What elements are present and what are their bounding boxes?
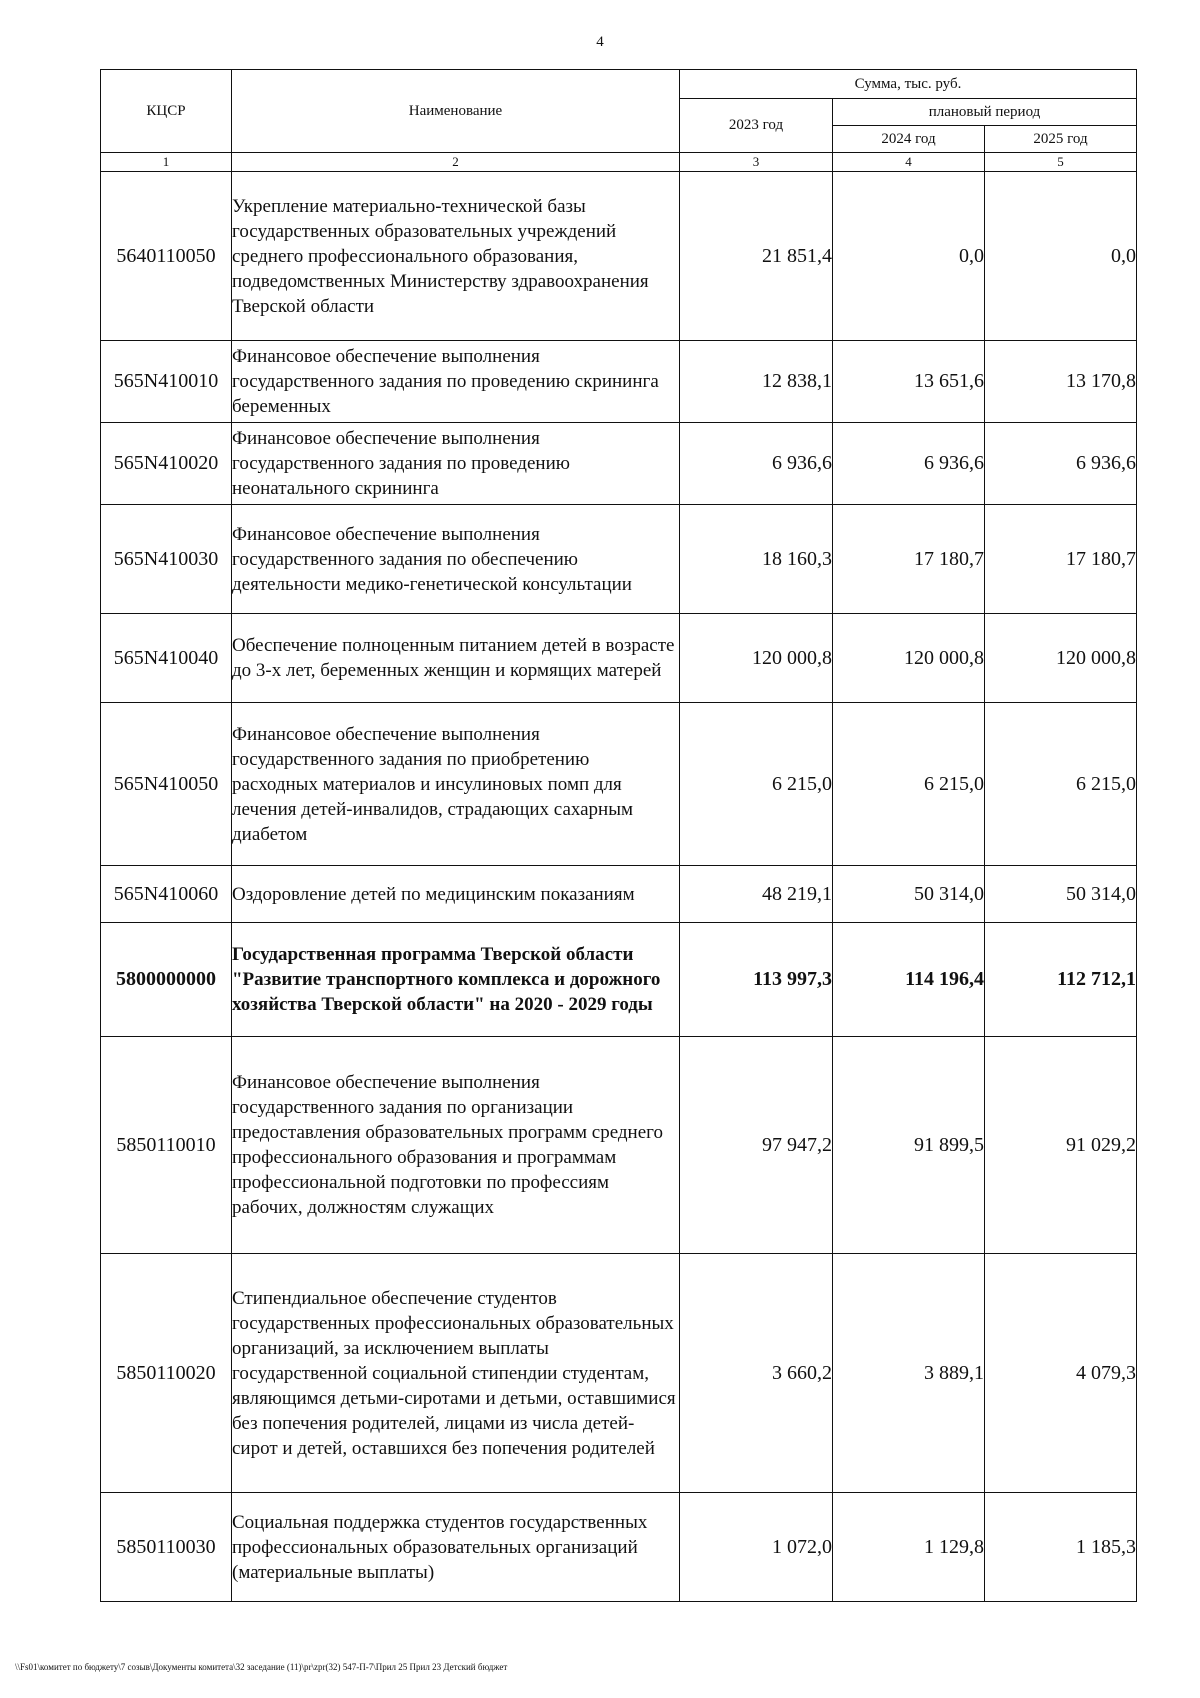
column-number: 3 — [680, 153, 833, 172]
row-value-2025: 112 712,1 — [985, 923, 1137, 1037]
row-value-2025: 120 000,8 — [985, 614, 1137, 703]
row-value-2024: 13 651,6 — [833, 341, 985, 423]
table-row — [101, 172, 1137, 341]
row-value-2024: 114 196,4 — [833, 923, 985, 1037]
header-year-2025: 2025 год — [985, 126, 1137, 153]
row-name: Финансовое обеспечение выполнения государственного задания по проведению скрининга беременных — [232, 341, 680, 423]
column-number: 5 — [985, 153, 1137, 172]
row-name: Финансовое обеспечение выполнения государственного задания по обеспечению деятельности медико-генетической консультации — [232, 505, 680, 614]
row-value-2024: 120 000,8 — [833, 614, 985, 703]
row-value-2025: 50 314,0 — [985, 866, 1137, 923]
table-row-program — [101, 923, 1137, 1037]
row-name: Государственная программа Тверской области "Развитие транспортного комплекса и дорожного хозяйства Тверской области" на 2020 - 2029 годы — [232, 923, 680, 1037]
row-code: 565N410010 — [101, 341, 232, 423]
row-value-2023: 120 000,8 — [680, 614, 833, 703]
row-value-2023: 12 838,1 — [680, 341, 833, 423]
row-code: 5800000000 — [101, 923, 232, 1037]
table-header — [101, 70, 1137, 172]
header-sum: Сумма, тыс. руб. — [680, 70, 1137, 99]
row-value-2023: 1 072,0 — [680, 1493, 833, 1602]
row-value-2023: 6 936,6 — [680, 423, 833, 505]
row-name: Финансовое обеспечение выполнения государственного задания по приобретению расходных материалов и инсулиновых помп для лечения детей-инвалидов, страдающих сахарным диабетом — [232, 703, 680, 866]
column-number: 1 — [101, 153, 232, 172]
table-row — [101, 1493, 1137, 1602]
row-value-2023: 48 219,1 — [680, 866, 833, 923]
row-name: Финансовое обеспечение выполнения государственного задания по проведению неонатального скрининга — [232, 423, 680, 505]
row-value-2025: 1 185,3 — [985, 1493, 1137, 1602]
header-year-2023: 2023 год — [680, 99, 833, 153]
row-value-2024: 17 180,7 — [833, 505, 985, 614]
row-code: 5850110020 — [101, 1254, 232, 1493]
row-name: Стипендиальное обеспечение студентов государственных профессиональных образовательных организаций, за исключением выплаты государственной социальной стипендии студентам, являющимся детьми-сиротами и детьми, оставшимися без попечения родителей, лицами из числа детей-сирот и детей, оставшихся без попечения родителей — [232, 1254, 680, 1493]
table-row — [101, 614, 1137, 703]
header-planning-period: плановый период — [833, 99, 1137, 126]
row-code: 565N410020 — [101, 423, 232, 505]
row-value-2024: 50 314,0 — [833, 866, 985, 923]
row-value-2023: 18 160,3 — [680, 505, 833, 614]
header-year-2024: 2024 год — [833, 126, 985, 153]
row-value-2025: 17 180,7 — [985, 505, 1137, 614]
row-code: 565N410030 — [101, 505, 232, 614]
page-number: 4 — [596, 34, 604, 50]
row-value-2023: 21 851,4 — [680, 172, 833, 341]
row-value-2025: 91 029,2 — [985, 1037, 1137, 1254]
row-name: Финансовое обеспечение выполнения государственного задания по организации предоставления образовательных программ среднего профессионального образования и программам профессиональной подготовки по профессиям рабочих, должностям служащих — [232, 1037, 680, 1254]
table-row — [101, 423, 1137, 505]
row-value-2025: 6 215,0 — [985, 703, 1137, 866]
row-name: Социальная поддержка студентов государственных профессиональных образовательных организаций (материальные выплаты) — [232, 1493, 680, 1602]
row-value-2024: 0,0 — [833, 172, 985, 341]
row-code: 5640110050 — [101, 172, 232, 341]
table-row — [101, 866, 1137, 923]
table-row — [101, 341, 1137, 423]
row-value-2023: 113 997,3 — [680, 923, 833, 1037]
row-code: 565N410040 — [101, 614, 232, 703]
row-value-2024: 6 215,0 — [833, 703, 985, 866]
row-value-2023: 3 660,2 — [680, 1254, 833, 1493]
row-name: Обеспечение полноценным питанием детей в возрасте до 3-х лет, беременных женщин и кормящих матерей — [232, 614, 680, 703]
row-value-2025: 13 170,8 — [985, 341, 1137, 423]
row-value-2024: 3 889,1 — [833, 1254, 985, 1493]
row-value-2023: 6 215,0 — [680, 703, 833, 866]
budget-table — [100, 69, 1137, 1602]
column-number: 2 — [232, 153, 680, 172]
table-row — [101, 505, 1137, 614]
footer-file-path: \\Fs01\комитет по бюджету\7 созыв\Документы комитета\32 заседание (11)\pr\zpr(32) 547-П-7\Прил 25 Прил 23 Детский бюджет — [15, 1662, 508, 1672]
row-code: 565N410060 — [101, 866, 232, 923]
row-code: 565N410050 — [101, 703, 232, 866]
row-name: Оздоровление детей по медицинским показаниям — [232, 866, 680, 923]
row-value-2025: 0,0 — [985, 172, 1137, 341]
table-row — [101, 703, 1137, 866]
row-value-2024: 1 129,8 — [833, 1493, 985, 1602]
row-code: 5850110030 — [101, 1493, 232, 1602]
row-value-2024: 91 899,5 — [833, 1037, 985, 1254]
header-name: Наименование — [232, 70, 680, 153]
column-number: 4 — [833, 153, 985, 172]
row-value-2025: 4 079,3 — [985, 1254, 1137, 1493]
row-value-2023: 97 947,2 — [680, 1037, 833, 1254]
table-body — [101, 172, 1137, 1602]
table-row — [101, 1037, 1137, 1254]
row-value-2025: 6 936,6 — [985, 423, 1137, 505]
row-code: 5850110010 — [101, 1037, 232, 1254]
table-row — [101, 1254, 1137, 1493]
header-code: КЦСР — [101, 70, 232, 153]
row-name: Укрепление материально-технической базы государственных образовательных учреждений среднего профессионального образования, подведомственных Министерству здравоохранения Тверской области — [232, 172, 680, 341]
row-value-2024: 6 936,6 — [833, 423, 985, 505]
